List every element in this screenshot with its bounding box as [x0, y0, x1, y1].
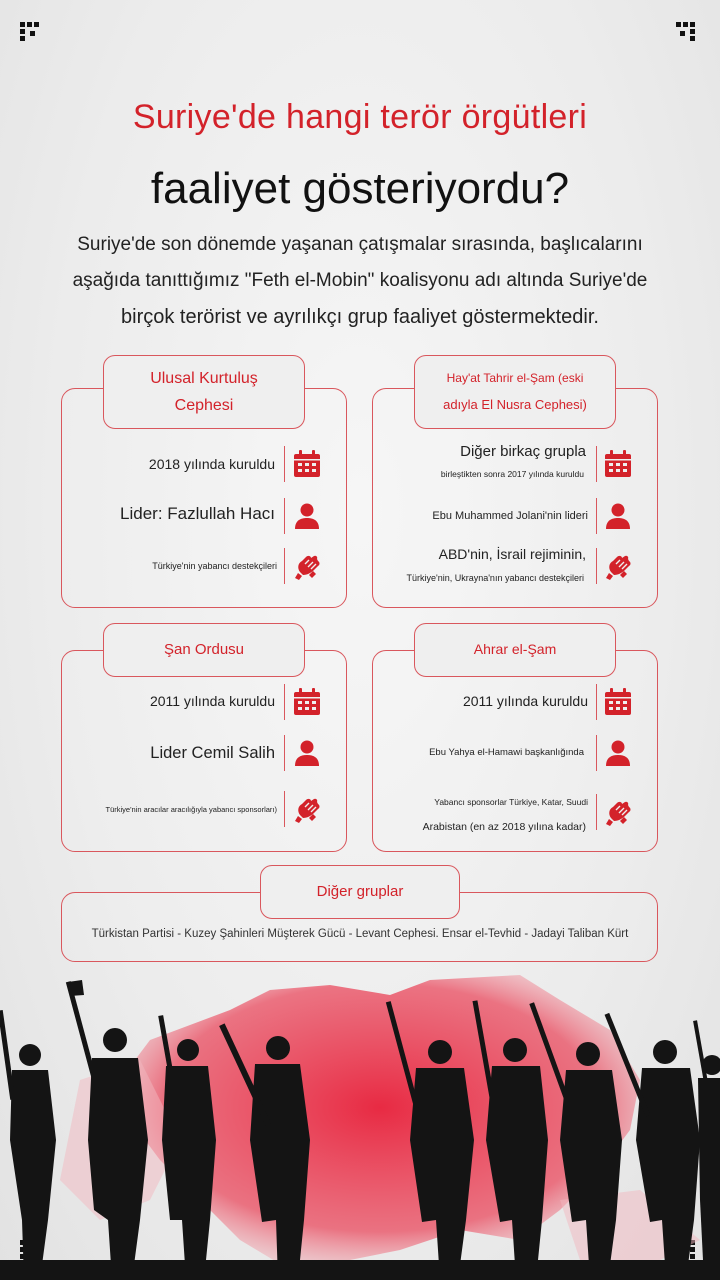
- divider: [596, 446, 597, 482]
- fist-icon: [292, 551, 322, 581]
- divider: [596, 735, 597, 771]
- card-title-line2: Cephesi: [174, 397, 234, 414]
- divider: [284, 548, 285, 584]
- card-title-line1: Hay'at Tahrir el-Şam (eski: [446, 370, 584, 385]
- fist-icon: [292, 794, 322, 824]
- person-icon: [603, 738, 633, 768]
- leader-text: Ebu Yahya el-Hamawi başkanlığında: [429, 746, 584, 758]
- founded-text-line2: birleştikten sonra 2017 yılında kuruldu: [440, 469, 584, 479]
- fist-icon: [603, 551, 633, 581]
- founded-text: 2011 yılında kuruldu: [462, 693, 588, 709]
- support-text-line1: Yabancı sponsorlar Türkiye, Katar, Suudi: [434, 797, 588, 807]
- divider: [284, 446, 285, 482]
- support-text-line1: ABD'nin, İsrail rejiminin,: [438, 546, 586, 562]
- person-icon: [603, 501, 633, 531]
- leader-text: Lider Cemil Salih: [150, 743, 275, 762]
- divider: [284, 684, 285, 720]
- person-icon: [292, 738, 322, 768]
- page-title-line2: faaliyet gösteriyordu?: [150, 164, 570, 213]
- support-text: Türkiye'nin aracılar aracılığıyla yabancı sponsorları): [105, 804, 277, 814]
- divider: [596, 548, 597, 584]
- other-groups-list: Türkistan Partisi - Kuzey Şahinleri Müşterek Gücü - Levant Cephesi. Ensar el-Tevhid - Jadayi Taliban Kürt: [91, 928, 629, 940]
- brand-logo-icon: [20, 22, 46, 48]
- syria-map-illustration: [0, 960, 720, 1280]
- divider: [284, 498, 285, 534]
- divider: [596, 794, 597, 830]
- calendar-icon: [603, 449, 633, 479]
- support-text-line2: Arabistan (en az 2018 yılına kadar): [422, 821, 586, 833]
- fist-icon: [603, 797, 633, 827]
- group-card-title: Şan Ordusu: [103, 623, 305, 677]
- divider: [284, 735, 285, 771]
- calendar-icon: [292, 449, 322, 479]
- founded-text: 2018 yılında kuruldu: [148, 456, 275, 472]
- divider: [284, 791, 285, 827]
- leader-text: Ebu Muhammed Jolani'nin lideri: [432, 510, 588, 522]
- calendar-icon: [292, 687, 322, 717]
- support-text: Türkiye'nin yabancı destekçileri: [152, 561, 277, 571]
- leader-text: Lider: Fazlullah Hacı: [120, 504, 275, 523]
- brand-logo-icon: [676, 22, 702, 48]
- card-title-line2: adıyla El Nusra Cephesi): [443, 396, 587, 412]
- page-title-line1: Suriye'de hangi terör örgütleri: [132, 98, 588, 136]
- divider: [596, 498, 597, 534]
- intro-line3: birçok terörist ve ayrılıkçı grup faaliyet göstermektedir.: [121, 306, 599, 328]
- founded-text-line1: Diğer birkaç grupla: [460, 442, 586, 460]
- calendar-icon: [603, 687, 633, 717]
- person-icon: [292, 501, 322, 531]
- support-text-line2: Türkiye'nin, Ukrayna'nın yabancı destekçileri: [406, 573, 584, 583]
- divider: [596, 684, 597, 720]
- intro-line1: Suriye'de son dönemde yaşanan çatışmalar sırasında, başlıcalarını: [77, 234, 643, 255]
- other-groups-title: Diğer gruplar: [260, 865, 460, 919]
- group-card-title: Ahrar el-Şam: [414, 623, 616, 677]
- intro-line2: aşağıda tanıttığımız "Feth el-Mobin" koalisyonu adı altında Suriye'de: [72, 270, 648, 291]
- founded-text: 2011 yılında kuruldu: [149, 693, 275, 709]
- group-card-title: [414, 355, 616, 429]
- card-title-line1: Ulusal Kurtuluş: [150, 369, 258, 387]
- group-card-title: [103, 355, 305, 429]
